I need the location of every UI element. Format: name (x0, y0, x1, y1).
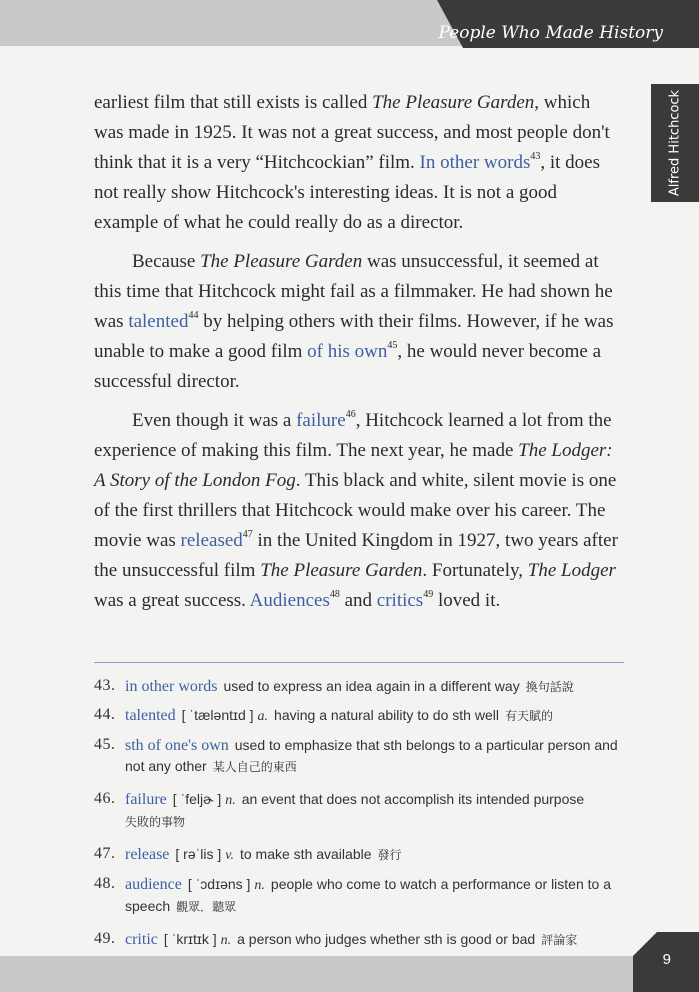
text-run: Because (132, 251, 201, 272)
text-run: Even though it was a (132, 410, 297, 431)
text-run: loved it. (433, 590, 501, 611)
footnote-translation: 失敗的事物 (125, 815, 186, 829)
footnote-definition: used to express an idea again in a different way (223, 678, 520, 694)
footnote-item (94, 705, 629, 727)
footnote-part-of-speech: n. (254, 878, 265, 893)
text-run: , which was made in 1925. It was not a great success, and most people don't think that it is a very “Hitchcockian” film. (94, 92, 610, 173)
book-title: People Who Made History (438, 23, 663, 43)
footnote-number: 49. (94, 930, 116, 947)
footnote-item (94, 676, 629, 697)
footnote-ref: 44 (188, 310, 199, 321)
footnote-term: critic (125, 931, 158, 948)
footnote-ref: 45 (387, 340, 398, 351)
footnote-pronunciation: [ ˈɔdɪəns ] (187, 876, 251, 892)
glossary-term: released (180, 530, 243, 551)
footnote-number: 46. (94, 790, 116, 807)
chapter-tab (651, 84, 699, 202)
footnote-item (94, 789, 629, 832)
footnote-term: failure (125, 791, 167, 808)
text-run: . Fortunately, (422, 560, 528, 581)
glossary-term: talented (128, 311, 189, 332)
footnote-part-of-speech: n. (220, 933, 232, 948)
glossary-term: In other words (419, 152, 531, 173)
text-run: in the United Kingdom in 1927, two years after the unsuccessful film (94, 530, 618, 581)
footnote-translation: 換句話說 (525, 680, 574, 694)
footnote-number: 45. (94, 736, 116, 753)
glossary-term: of his own (307, 341, 388, 362)
film-title: The Pleasure Garden (200, 251, 363, 272)
footnote-term: audience (125, 876, 182, 893)
footnotes (94, 676, 629, 959)
footnote-term: release (125, 846, 170, 863)
glossary-term: Audiences (249, 590, 330, 611)
footnote-definition: people who come to watch a performance or listen to a speech (125, 876, 611, 914)
footnote-item (94, 874, 629, 917)
text-run: earliest film that still exists is called (94, 92, 373, 113)
text-run: , it does not really show Hitchcock's interesting ideas. It is not a good example of what he could really do as a director. (94, 152, 600, 233)
footnote-item (94, 735, 629, 777)
footnote-translation: 發行 (377, 848, 402, 862)
text-run: . This black and white, silent movie is one of the first thrillers that Hitchcock would make over his career. The movie was (94, 470, 617, 551)
chapter-tab-label: Alfred Hitchcock (667, 89, 683, 197)
paragraph-3 (94, 406, 619, 616)
footnote-ref: 46 (345, 409, 356, 420)
footnote-part-of-speech: v. (225, 848, 234, 863)
footnote-term: in other words (125, 678, 218, 695)
text-run: by helping others with their films. However, if he was unable to make a good film (94, 311, 614, 362)
film-title: The Pleasure Garden (372, 92, 535, 113)
main-text (94, 88, 619, 616)
footnote-translation: 某人自己的東西 (212, 760, 297, 774)
text-run: , Hitchcock learned a lot from the experience of making this film. The next year, he made (94, 410, 612, 461)
footnote-term: sth of one's own (125, 737, 229, 754)
footnote-pronunciation: [ rəˈlis ] (175, 846, 222, 862)
film-title: The Lodger (527, 560, 616, 581)
footnote-definition: having a natural ability to do sth well (274, 707, 499, 723)
footnote-definition: an event that does not accomplish its intended purpose (241, 791, 585, 807)
paragraph-2 (94, 247, 619, 397)
footnote-number: 43. (94, 677, 116, 694)
paragraph-1 (94, 88, 619, 238)
film-title: The Lodger: A Story of the London Fog (94, 440, 613, 491)
film-title: The Pleasure Garden (260, 560, 423, 581)
footnote-ref: 48 (329, 589, 340, 600)
footnote-ref: 47 (242, 529, 253, 540)
footnote-translation: 有天賦的 (504, 709, 553, 723)
footnote-pronunciation: [ ˈfeljɚ ] (172, 791, 222, 807)
footer-bar (0, 956, 699, 992)
glossary-term: critics (376, 590, 424, 611)
footnote-pronunciation: [ ˈkrɪtɪk ] (163, 931, 217, 947)
glossary-term: failure (296, 410, 346, 431)
footnote-part-of-speech: n. (225, 793, 236, 808)
text-run: , he would never become a successful director. (94, 341, 602, 392)
footnote-definition: used to emphasize that sth belongs to a particular person and not any other (125, 737, 618, 774)
footnote-definition: a person who judges whether sth is good or bad (237, 931, 536, 947)
footnote-ref: 49 (423, 589, 434, 600)
footnote-definition: to make sth available (239, 846, 372, 862)
footnote-ref: 43 (530, 151, 541, 162)
footnote-number: 48. (94, 875, 116, 892)
footnote-translation: 觀眾．聽眾 (176, 900, 237, 914)
footnote-part-of-speech: a. (257, 709, 269, 724)
footnote-translation: 評論家 (541, 933, 578, 947)
text-run: was unsuccessful, it seemed at this time that Hitchcock might fail as a filmmaker. He had shown he was (94, 251, 613, 332)
page-number: 9 (662, 951, 671, 968)
footnote-number: 44. (94, 706, 116, 723)
footnote-term: talented (125, 707, 176, 724)
text-run: was a great success. (94, 590, 250, 611)
footnote-item (94, 844, 629, 866)
footnote-number: 47. (94, 845, 116, 862)
footnote-pronunciation: [ ˈtæləntɪd ] (181, 707, 254, 723)
book-title-tab (437, 0, 699, 48)
text-run: and (339, 590, 377, 611)
footnote-divider (94, 662, 624, 663)
footnote-item (94, 929, 629, 951)
